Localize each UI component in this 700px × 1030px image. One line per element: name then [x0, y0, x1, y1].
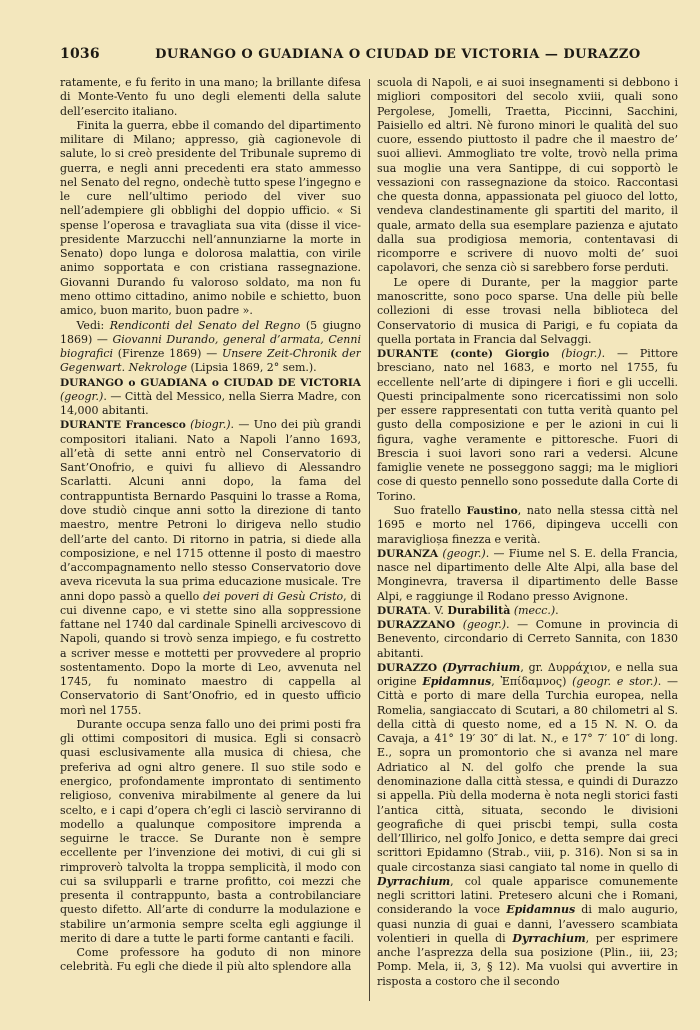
headword: Faustino	[466, 504, 518, 517]
right-column	[377, 76, 678, 1006]
latin-name: (Dyrrachium	[441, 660, 521, 674]
ref-title: Unsere Zeit-Chronik der Gegenwart. Nekrologe	[60, 347, 361, 375]
entry-text: . — Città del Messico, nella Sierra Madre, con 14,000 abitanti.	[60, 389, 361, 418]
text: Suo fratello	[393, 503, 467, 517]
entry-tag: (geogr. e stor.)	[572, 675, 658, 689]
entry-text: , nato nella stessa città nel 1695 e morto nel 1766, dipingeva uccelli con maraviglioșa finezza e verità.	[377, 503, 678, 546]
entry-italic: dei poveri di Gesù Cristo	[203, 589, 344, 603]
entry-text: . — Uno dei più grandi compositori italiani. Nato a Napoli l’anno 1693, all’età di sette anni entrò nel Conservatorio di Sant’Onofrio, e quivi fu allievo di Alessandro Scarlatti. Alcuni anni dopo, la fama del contrappuntista Bernardo Pasquini lo trasse a Roma, dove studiò cinque anni sotto la direzione di tanto maestro, mentre Petroni lo dirigeva nello studio dell’arte del canto. Di ritorno in patria, si diede alla composizione, e nel 1715 ottenne il posto di maestro d’accompagnamento nello stesso Conservatorio dove aveva ricevuta la sua prima educazione musicale. Tre anni dopo passò a quello	[60, 418, 361, 603]
paragraph	[377, 504, 678, 547]
entry-text: . — Città e porto di mare della Turchia europea, nella Romelia, sangiaccato di Scutari, a 80 chilometri al S. della città di questo nome, ed a 15 N. N. O. da Cavaja, a 41° 19′ 30″ di lat. N., e 17° 7′ 10″ di long. E., sopra un promontorio che si avanza nel mare Adriatico al N. del golfo che prende la sua denominazione dalla città stessa, e quindi di Durazzo si appella. Più della moderna è nota negli storici fasti l’antica città, situata, secondo le divisioni geografiche di quei priscbi tempi, sulla costa dell’Illirico, nel golfo Jonico, e detta sempre dai greci scrittori Epidamno (Strab., viii, p. 316). Non si sa in quale circostanza siasi cangiato tal nome in quello di	[377, 675, 678, 874]
entry-tag: (biogr.)	[190, 418, 231, 432]
headword: DURANZA	[377, 547, 439, 560]
entry-text: , Ἐπίδαμνος)	[491, 675, 573, 689]
entry-tag: (mecc.)	[513, 603, 556, 617]
paragraph: Come professore ha goduto di non minore celebrità. Fu egli che diede il più alto splendore alla	[60, 946, 361, 974]
entry-text: . — Pittore bresciano, nato nel 1683, e morto nel 1755, fu eccellente nell’arte di dipingere i fiori e gli uccelli. Questi principalmente sono ricercatissimi non solo per essere rappresentati con tutta verità quanto pel gusto della composizione e per le azioni in cui li figura, vaghe veramente e pittoresche. Fuori di Brescia i suoi lavori sono rari a vedersi. Alcune famiglie venete ne posseggono saggi; ma le migliori cose di questo pennello sono possedute dalla Corte di Torino.	[377, 347, 678, 503]
entry-text: . — Fiume nel S. E. della Francia, nasce nel dipartimento delle Alte Alpi, alla base del Monginevra, traversa il dipartimento delle Basse Alpi, e raggiunge il Rodano presso Avignone.	[377, 546, 678, 603]
page-number: 1036	[60, 46, 100, 62]
entry-durante-giorgio	[377, 347, 678, 504]
bibliography	[60, 319, 361, 376]
latin-name: Dyrrachium	[377, 874, 451, 888]
entry-durazzano	[377, 618, 678, 661]
ref-text: (Lipsia 1869, 2° sem.).	[186, 361, 317, 375]
latin-name: Epidamnus	[506, 903, 576, 917]
ref-title: Rendiconti del Senato del Regno	[109, 318, 301, 332]
headword: DURANGO o GUADIANA o CIUDAD DE VICTORIA	[60, 376, 361, 389]
entry-text: .	[555, 603, 559, 617]
headword: DURATA	[377, 604, 428, 617]
entry-durata	[377, 604, 678, 618]
entry-durango	[60, 376, 361, 419]
page-header	[60, 46, 678, 62]
entry-tag: (geogr.)	[442, 546, 486, 560]
headword: DURANTE Francesco	[60, 419, 186, 432]
ref-text: (5 giugno 1869) —	[60, 318, 361, 346]
ref-title: Giovanni Durando, general d’armata, Cenni biografici	[60, 332, 361, 361]
entry-durante-francesco	[60, 418, 361, 718]
headword: DURAZZO	[377, 661, 438, 674]
text-columns	[60, 76, 678, 1006]
entry-text: . V.	[427, 603, 448, 617]
entry-tag: (geogr.)	[462, 618, 507, 632]
entry-text: . — Comune in provincia di Benevento, circondario di Cerreto Sannita, con 1830 abitanti.	[377, 618, 678, 660]
latin-name: Epidamnus	[422, 675, 492, 689]
entry-text: , per esprimere anche l’asprezza della sua posizione (Plin., iii, 23; Pomp. Mela, ii, 3, § 12). Ma vuolsi qui avvertire in risposta a costoro che il secondo	[377, 931, 678, 988]
paragraph: Finita la guerra, ebbe il comando del dipartimento militare di Milano; appresso, già cagionevole di salute, lo si creò presidente del Tribunale supremo di guerra, e negli anni precedenti era stato ammesso nel Senato del regno, ondechè tutto spese l’ingegno e le cure nell’ultimo periodo del viver suo nell’adempiere gli obblighi del doppio ufficio. « Si spense l’operosa e travagliata sua vita (disse il vice-presidente Marzucchi nell’annunziarne la morte in Senato) dopo lunga e dolorosa malattia, con virile animo sopportata e con cristiana rassegnazione. Giovanni Durando fu valoroso soldato, ma non fu meno ottimo cittadino, animo nobile e schietto, buon amico, buon marito, buon padre ».	[60, 118, 361, 318]
ref-text: (Firenze 1869) —	[113, 347, 222, 361]
entry-text: , col quale apparisce comunemente negli scrittori latini. Pretesero alcuni che i Romani, considerando la voce	[377, 874, 678, 917]
paragraph: Durante occupa senza fallo uno dei primi posti fra gli ottimi compositori di musica. Egli si consacrò quasi esclusivamente alla musica di chiesa, che preferiva ad ogni altro genere. Il suo stile sodo e energico, profondamente improntato di sentimento religioso, conveniva mirabilmente al genere da lui scelto, e i capi d’opera ch’egli ci lasciò serviranno di modello a qualunque compositore imprenda a seguirne le tracce. Se Durante non è sempre eccellente per l’invenzione dei motivi, di cui gli si rimproverò talvolta la troppa semplicità, il modo con cui sa svilupparli e trarne profitto, coi mezzi che presenta il contrappunto, basta a controbilanciare questo difetto. All’arte di condurre la modulazione e stabilire un’armonia sempre scelta egli aggiunge il merito di dare a tutte le parti forme cantanti e facili.	[60, 717, 361, 945]
paragraph: scuola di Napoli, e ai suoi insegnamenti si debbono i migliori compositori del secolo xviii, quali sono Pergolese, Jomelli, Traetta, Piccinni, Sacchini, Paisiello ed altri. Nè furono minori le qualità del suo cuore, essendo piuttosto il padre che il maestro de’ suoi allievi. Ammogliato tre volte, trovò nella prima sua moglie una vera Santippe, di cui sopportò le vessazioni con rassegnazione da stoico. Raccontasi che questa donna, appassionata pel giuoco del lotto, vendeva clandestinamente gli spartiti del marito, il quale, armato della sua esemplare pazienza e ajutato dalla sua prodigiosa memoria, contentavasi di ricomporre e scrivere di nuovo molti de’ suoi capolavori, che senza ciò si sarebbero forse perduti.	[377, 76, 678, 275]
entry-tag: (geogr.)	[60, 389, 104, 403]
entry-text: , di cui divenne capo, e vi stette sino alla soppressione fattane nel 1740 dal cardinale Spinelli arcivescovo di Napoli, quando si trovò senza impiego, e fu costretto a scriver messe e mottetti per provvedere al proprio sostentamento. Dopo la morte di Leo, avvenuta nel 1745, fu nominato maestro di cappella al Conservatorio di Sant’Onofrio, ed in questo ufficio morì nel 1755.	[60, 589, 361, 717]
headword: DURANTE (conte) Giorgio	[377, 348, 550, 361]
cross-reference: Durabilità	[447, 603, 511, 617]
paragraph: ratamente, e fu ferito in una mano; la brillante difesa di Monte-Vento fu uno degli elementi della salute dell’esercito italiano.	[60, 76, 361, 118]
left-column	[60, 76, 361, 1006]
headword: DURAZZANO	[377, 619, 456, 632]
ref-prefix: Vedi:	[76, 318, 110, 332]
entry-durazzo	[377, 661, 678, 989]
entry-duranza	[377, 547, 678, 604]
entry-text: di malo augurio, quasi nunzia di guai e danni, l’avessero scambiata volentieri in quella di	[377, 903, 678, 945]
entry-tag: (biogr.)	[561, 347, 602, 361]
entry-text: , gr. Δυρράχιον, e nella sua origine	[377, 660, 678, 689]
paragraph: Le opere di Durante, per la maggior parte manoscritte, sono poco sparse. Una delle più belle collezioni di esse trovasi nella biblioteca del Conservatorio di musica di Parigi, e fu copiata da quella portata in Francia dal Selvaggi.	[377, 275, 678, 346]
latin-name: Dyrrachium	[512, 931, 586, 945]
running-title: DURANGO O GUADIANA O CIUDAD DE VICTORIA — DURAZZO	[155, 47, 641, 62]
